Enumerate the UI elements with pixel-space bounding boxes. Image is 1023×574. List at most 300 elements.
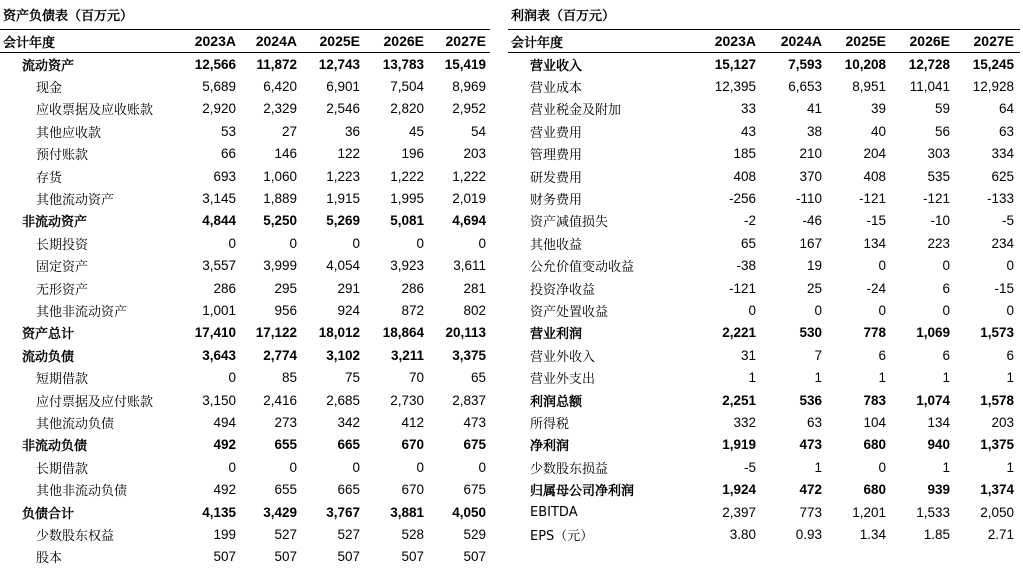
row-label: 营业利润 [530, 327, 583, 343]
row-value: 167 [799, 235, 822, 251]
table-row [0, 98, 490, 120]
row-value: 25 [806, 280, 822, 296]
table-row [508, 277, 1020, 299]
row-value: 0 [748, 302, 756, 318]
row-value: 1,889 [263, 191, 297, 207]
year-header: 2026E [383, 33, 424, 49]
table-row [0, 210, 490, 232]
row-label: 短期借款 [36, 372, 89, 388]
row-value: 134 [927, 414, 950, 430]
row-value: 3,643 [202, 347, 236, 363]
row-value: 665 [337, 437, 360, 453]
row-value: -10 [930, 213, 950, 229]
row-value: 2,329 [263, 101, 297, 117]
row-value: 5,250 [263, 213, 297, 229]
row-value: 1,915 [326, 191, 360, 207]
row-value: 0 [942, 302, 950, 318]
table-row [508, 523, 1020, 545]
row-value: 1 [1006, 370, 1014, 386]
table-row [508, 389, 1020, 411]
row-value: 273 [274, 414, 297, 430]
header-label: 会计年度 [3, 35, 56, 51]
row-label: 所得税 [530, 416, 570, 432]
row-value: 3,102 [326, 347, 360, 363]
year-header: 2023A [194, 33, 236, 49]
row-value: 286 [401, 280, 424, 296]
row-value: 1,924 [722, 482, 756, 498]
row-value: 0 [228, 370, 236, 386]
row-value: 11,041 [909, 79, 950, 95]
row-value: 778 [863, 325, 886, 341]
table-row [0, 523, 490, 545]
row-value: 1 [942, 459, 950, 475]
row-value: 1,060 [263, 168, 297, 184]
row-value: 939 [927, 482, 950, 498]
row-value: 4,844 [202, 213, 236, 229]
row-value: 36 [344, 123, 360, 139]
table-row [0, 546, 490, 568]
row-value: -5 [743, 459, 756, 475]
row-value: 507 [401, 549, 424, 565]
row-value: 5,689 [202, 79, 236, 95]
year-header: 2027E [445, 33, 486, 49]
row-value: 6,420 [263, 79, 297, 95]
row-value: 85 [281, 370, 297, 386]
row-value: 59 [934, 101, 950, 117]
row-value: 1,578 [980, 392, 1014, 408]
row-value: 2,837 [452, 392, 486, 408]
row-value: 0 [289, 235, 297, 251]
row-label: 其他流动负债 [36, 416, 115, 432]
row-value: 872 [401, 302, 424, 318]
row-value: 3,999 [263, 258, 297, 274]
row-value: 1 [942, 370, 950, 386]
table-row [508, 120, 1020, 142]
row-label: 应收票据及应收账款 [36, 103, 154, 119]
row-value: 1 [1006, 459, 1014, 475]
row-value: 8,951 [852, 79, 886, 95]
row-value: 3.80 [729, 526, 756, 542]
row-label: 营业费用 [530, 125, 583, 141]
row-value: 4,135 [202, 504, 236, 520]
table-row [0, 456, 490, 478]
row-value: 1.85 [923, 526, 950, 542]
row-value: 6 [1006, 347, 1014, 363]
row-value: 33 [740, 101, 756, 117]
row-value: 473 [463, 414, 486, 430]
row-value: 63 [998, 123, 1014, 139]
row-value: 7,504 [390, 79, 424, 95]
row-value: 0 [352, 235, 360, 251]
row-label: 固定资产 [36, 260, 89, 276]
year-header: 2025E [319, 33, 360, 49]
row-value: 1,533 [916, 504, 950, 520]
row-label: 应付票据及应付账款 [36, 394, 154, 410]
income-statement-table [508, 5, 1020, 546]
table-row [0, 232, 490, 254]
table-row [508, 366, 1020, 388]
row-value: 13,783 [382, 56, 424, 72]
row-value: -121 [922, 191, 950, 207]
row-value: -5 [1001, 213, 1014, 229]
row-value: 412 [401, 414, 424, 430]
table-row [508, 232, 1020, 254]
row-label: 营业成本 [530, 81, 583, 97]
year-header: 2027E [973, 33, 1014, 49]
row-value: 2,774 [263, 347, 297, 363]
row-value: 0 [478, 235, 486, 251]
row-value: 3,611 [453, 258, 486, 274]
row-value: 104 [863, 414, 886, 430]
row-value: 473 [799, 437, 822, 453]
row-value: 41 [806, 101, 822, 117]
row-value: 291 [337, 280, 360, 296]
table-row [0, 434, 490, 456]
row-label: 利润总额 [530, 394, 583, 410]
table-title: 利润表（百万元） [508, 5, 1020, 30]
row-value: 1,223 [326, 168, 360, 184]
row-value: 31 [740, 347, 756, 363]
row-label: 营业收入 [530, 58, 583, 74]
row-value: 3,557 [202, 258, 236, 274]
row-label: 其他流动资产 [36, 193, 115, 209]
row-label: 其他非流动资产 [36, 304, 128, 320]
table-row [508, 165, 1020, 187]
row-label: 其他收益 [530, 237, 583, 253]
row-value: 6,901 [326, 79, 360, 95]
row-value: 408 [863, 168, 886, 184]
row-value: 6,653 [788, 79, 822, 95]
row-value: 665 [337, 482, 360, 498]
row-value: 75 [344, 370, 360, 386]
row-value: 472 [799, 482, 822, 498]
row-value: 185 [733, 146, 756, 162]
row-value: 670 [401, 482, 424, 498]
year-header: 2023A [714, 33, 756, 49]
row-value: 65 [470, 370, 486, 386]
table-row [0, 277, 490, 299]
row-label: 长期投资 [36, 237, 89, 253]
row-value: -15 [994, 280, 1014, 296]
row-value: 3,767 [326, 504, 360, 520]
row-value: 528 [401, 526, 424, 542]
row-value: 0 [878, 258, 886, 274]
row-label: 资产总计 [22, 327, 75, 343]
row-value: 2,920 [202, 101, 236, 117]
row-value: 1 [814, 370, 822, 386]
table-row [0, 120, 490, 142]
row-value: 0 [416, 459, 424, 475]
table-row [0, 478, 490, 500]
row-label: EBITDA [530, 504, 578, 520]
year-header: 2025E [845, 33, 886, 49]
row-value: 0 [352, 459, 360, 475]
row-value: 53 [220, 123, 236, 139]
table-body [508, 53, 1020, 546]
row-value: 19 [806, 258, 822, 274]
row-value: 10,208 [844, 56, 886, 72]
table-row [508, 322, 1020, 344]
row-label: 营业税金及附加 [530, 103, 622, 119]
row-value: 7,593 [788, 56, 822, 72]
table-row [0, 165, 490, 187]
row-value: 281 [463, 280, 486, 296]
row-value: 2,397 [722, 504, 756, 520]
table-row [508, 143, 1020, 165]
row-value: 670 [401, 437, 424, 453]
row-value: 2,251 [722, 392, 756, 408]
table-row [0, 299, 490, 321]
row-value: 4,054 [326, 258, 360, 274]
row-value: 507 [463, 549, 486, 565]
row-value: 536 [799, 392, 822, 408]
row-value: 15,127 [714, 56, 756, 72]
row-value: 4,694 [452, 213, 486, 229]
row-value: 122 [337, 146, 360, 162]
row-label: 净利润 [530, 439, 570, 455]
row-value: 2,952 [452, 101, 486, 117]
row-value: 12,743 [318, 56, 360, 72]
row-value: 43 [740, 123, 756, 139]
row-value: 3,429 [263, 504, 297, 520]
row-value: 210 [799, 146, 822, 162]
row-value: -121 [858, 191, 886, 207]
row-label: 股本 [36, 551, 63, 567]
table-row [508, 255, 1020, 277]
row-value: 693 [213, 168, 236, 184]
row-value: 408 [733, 168, 756, 184]
row-value: 680 [863, 437, 886, 453]
row-value: 1.34 [859, 526, 886, 542]
row-value: 45 [408, 123, 424, 139]
row-label: 负债合计 [22, 506, 75, 522]
row-value: 0 [228, 235, 236, 251]
row-value: 40 [870, 123, 886, 139]
row-value: 3,923 [390, 258, 424, 274]
row-value: 56 [934, 123, 950, 139]
header-label: 会计年度 [511, 35, 564, 51]
row-label: 营业外支出 [530, 372, 596, 388]
row-value: 20,113 [445, 325, 486, 341]
row-label: 归属母公司净利润 [530, 484, 635, 500]
row-value: 203 [991, 414, 1014, 430]
table-row [508, 344, 1020, 366]
row-value: 2,416 [263, 392, 297, 408]
row-value: 2,685 [326, 392, 360, 408]
year-header: 2024A [780, 33, 822, 49]
row-value: 12,395 [714, 79, 756, 95]
table-row [508, 53, 1020, 75]
row-value: 0 [1006, 302, 1014, 318]
row-value: 3,150 [202, 392, 236, 408]
row-value: 7 [814, 347, 822, 363]
row-value: 625 [991, 168, 1014, 184]
row-value: -256 [728, 191, 756, 207]
row-value: 3,881 [390, 504, 424, 520]
row-value: 675 [463, 482, 486, 498]
year-header: 2026E [909, 33, 950, 49]
row-value: 146 [274, 146, 297, 162]
row-value: 66 [220, 146, 236, 162]
row-value: 223 [927, 235, 950, 251]
row-value: -133 [986, 191, 1014, 207]
row-value: 1,222 [390, 168, 424, 184]
table-row [0, 411, 490, 433]
row-value: 6 [942, 280, 950, 296]
row-value: 27 [281, 123, 297, 139]
row-value: 15,419 [444, 56, 486, 72]
row-value: 655 [274, 437, 297, 453]
row-value: 332 [733, 414, 756, 430]
row-value: -110 [795, 191, 822, 207]
row-value: 203 [463, 146, 486, 162]
year-header: 2024A [255, 33, 297, 49]
row-value: -24 [866, 280, 886, 296]
row-label: 资产减值损失 [530, 215, 609, 231]
row-value: 1,573 [980, 325, 1014, 341]
row-value: 3,375 [452, 347, 486, 363]
row-value: 802 [463, 302, 486, 318]
row-value: 1,001 [202, 302, 236, 318]
row-value: 3,211 [390, 347, 424, 363]
row-label: 财务费用 [530, 193, 583, 209]
row-value: 0 [1006, 258, 1014, 274]
row-label: 研发费用 [530, 170, 583, 186]
row-value: 0 [228, 459, 236, 475]
row-value: 492 [213, 437, 236, 453]
row-value: 0 [878, 302, 886, 318]
table-row [508, 411, 1020, 433]
table-row [0, 255, 490, 277]
row-label: 管理费用 [530, 148, 583, 164]
table-row [0, 75, 490, 97]
row-value: 530 [799, 325, 822, 341]
row-value: 70 [408, 370, 424, 386]
row-value: 12,728 [908, 56, 950, 72]
row-value: 2,546 [326, 101, 360, 117]
row-value: 234 [991, 235, 1014, 251]
row-value: 12,928 [972, 79, 1014, 95]
row-value: 1,201 [852, 504, 886, 520]
row-value: 527 [274, 526, 297, 542]
row-value: 0 [289, 459, 297, 475]
row-value: 1,919 [722, 437, 756, 453]
row-value: 529 [463, 526, 486, 542]
row-value: 6 [942, 347, 950, 363]
row-value: 655 [274, 482, 297, 498]
row-value: 535 [927, 168, 950, 184]
row-value: -15 [866, 213, 886, 229]
row-label: 长期借款 [36, 461, 89, 477]
row-value: 2,820 [390, 101, 424, 117]
row-value: 680 [863, 482, 886, 498]
row-value: -38 [736, 258, 756, 274]
row-value: 63 [806, 414, 822, 430]
row-value: 0 [814, 302, 822, 318]
header-row [508, 30, 1020, 53]
table-row [508, 456, 1020, 478]
row-label: 投资净收益 [530, 282, 596, 298]
row-value: 18,864 [382, 325, 424, 341]
table-row [0, 366, 490, 388]
row-label: 其他非流动负债 [36, 484, 128, 500]
header-row [0, 30, 490, 53]
row-value: 38 [806, 123, 822, 139]
row-value: 204 [863, 146, 886, 162]
row-value: 0 [878, 459, 886, 475]
row-value: 5,081 [390, 213, 424, 229]
row-label: 流动负债 [22, 349, 75, 365]
row-value: 2,050 [980, 504, 1014, 520]
row-value: 1,374 [980, 482, 1014, 498]
row-value: 2.71 [987, 526, 1014, 542]
row-value: 507 [213, 549, 236, 565]
row-value: 924 [337, 302, 360, 318]
table-title: 资产负债表（百万元） [0, 5, 490, 30]
row-value: 2,221 [722, 325, 756, 341]
row-value: 1,074 [916, 392, 950, 408]
row-value: 940 [927, 437, 950, 453]
row-value: 18,012 [318, 325, 360, 341]
row-value: 0 [942, 258, 950, 274]
row-label: 存货 [36, 170, 63, 186]
row-label: 公允价值变动收益 [530, 260, 635, 276]
row-value: 0 [478, 459, 486, 475]
row-label: 少数股东损益 [530, 461, 609, 477]
row-value: 17,410 [194, 325, 236, 341]
row-value: 5,269 [326, 213, 360, 229]
table-row [0, 143, 490, 165]
row-value: 342 [337, 414, 360, 430]
row-value: 507 [337, 549, 360, 565]
row-value: 286 [213, 280, 236, 296]
row-label: EPS（元） [530, 528, 594, 544]
row-label: 少数股东权益 [36, 528, 115, 544]
table-row [508, 98, 1020, 120]
row-value: 2,019 [452, 191, 486, 207]
row-value: 134 [863, 235, 886, 251]
row-value: -121 [728, 280, 756, 296]
row-value: 773 [799, 504, 822, 520]
row-label: 现金 [36, 81, 63, 97]
row-value: 3,145 [202, 191, 236, 207]
row-value: -2 [743, 213, 756, 229]
row-value: 0 [416, 235, 424, 251]
table-row [508, 501, 1020, 523]
row-value: 334 [991, 146, 1014, 162]
balance-sheet-table [0, 5, 490, 568]
row-value: 11,872 [256, 56, 297, 72]
row-label: 资产处置收益 [530, 304, 609, 320]
row-value: 1,069 [916, 325, 950, 341]
row-value: 507 [274, 549, 297, 565]
row-label: 流动资产 [22, 58, 75, 74]
row-value: 1 [814, 459, 822, 475]
row-value: 196 [401, 146, 424, 162]
row-value: 494 [213, 414, 236, 430]
row-label: 非流动资产 [22, 215, 88, 231]
row-value: 4,050 [452, 504, 486, 520]
row-value: 64 [998, 101, 1014, 117]
row-value: 2,730 [390, 392, 424, 408]
table-row [508, 75, 1020, 97]
row-value: 39 [870, 101, 886, 117]
row-value: 199 [213, 526, 236, 542]
row-label: 其他应收款 [36, 125, 102, 141]
row-value: 675 [463, 437, 486, 453]
row-value: -46 [802, 213, 822, 229]
row-value: 12,566 [194, 56, 236, 72]
